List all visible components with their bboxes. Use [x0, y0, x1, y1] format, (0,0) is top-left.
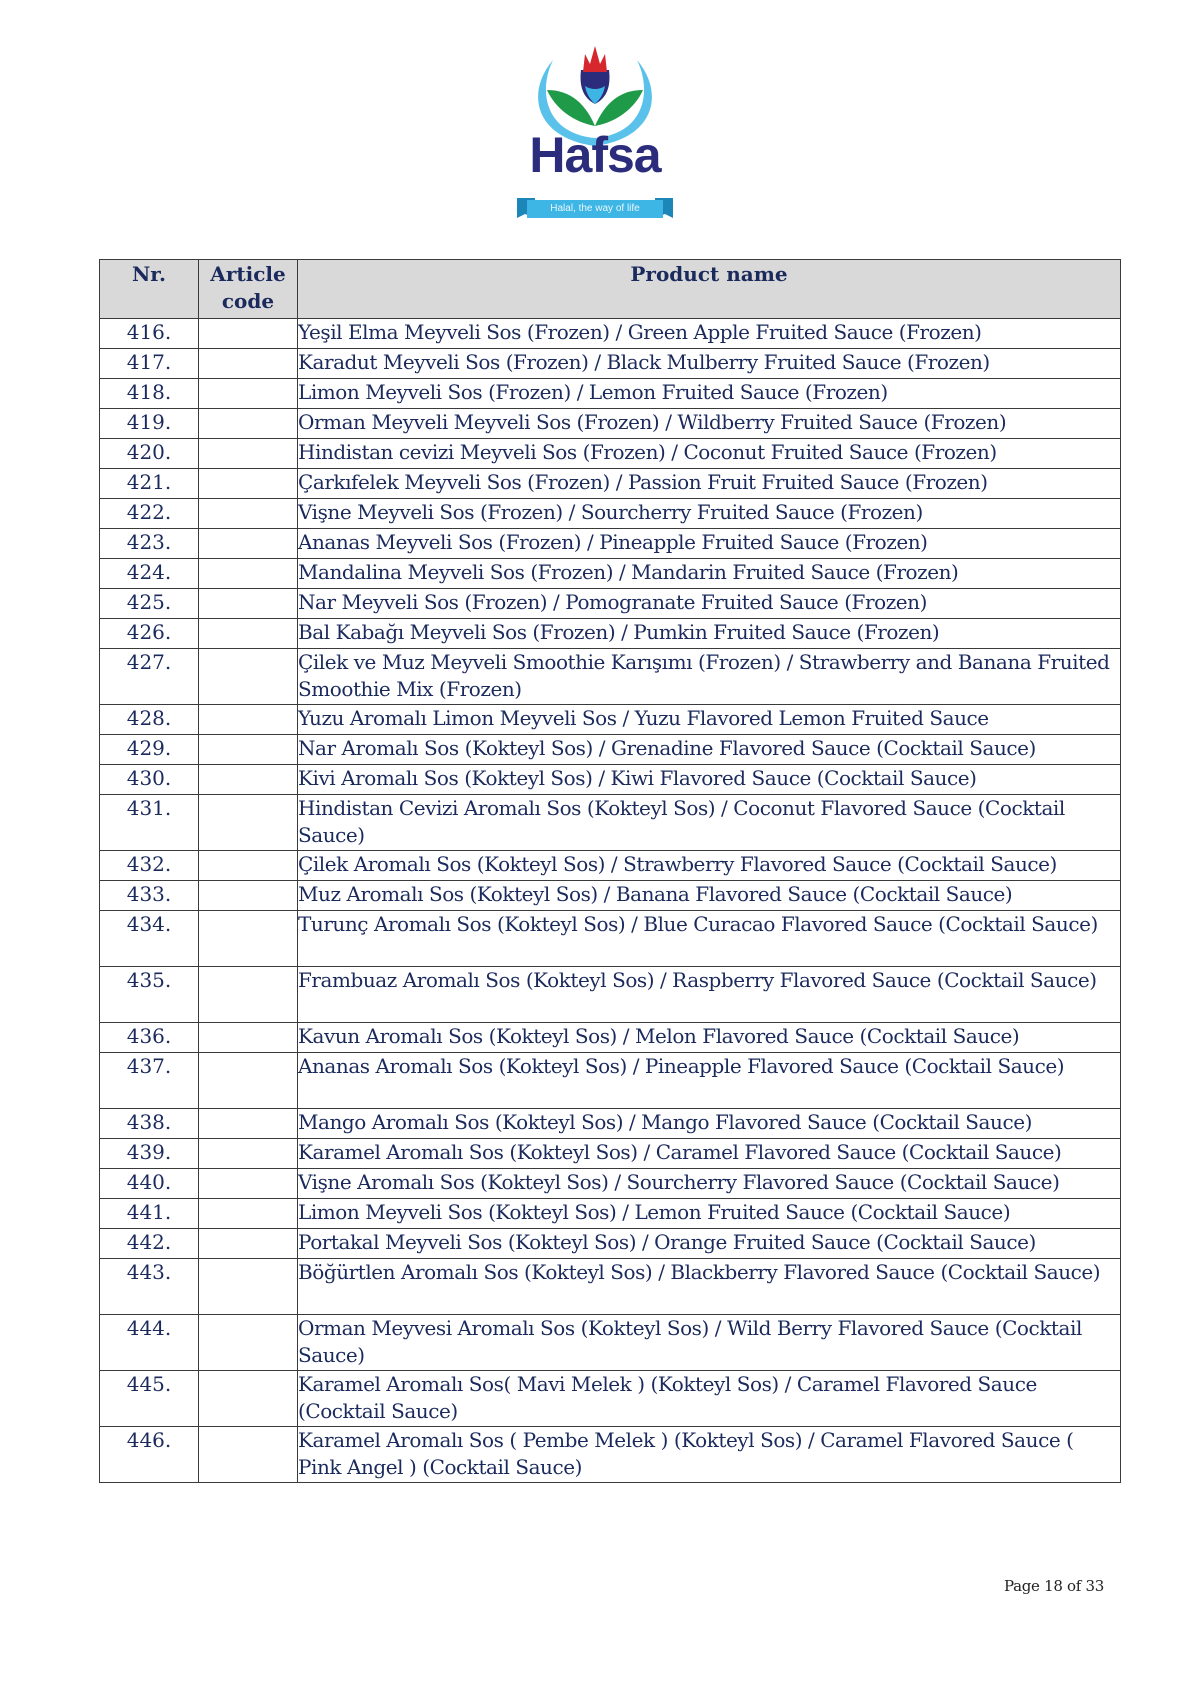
row-number: 428.: [100, 705, 199, 735]
row-number: 446.: [100, 1427, 199, 1483]
row-number: 425.: [100, 589, 199, 619]
product-name-cell: Karadut Meyveli Sos (Frozen) / Black Mulberry Fruited Sauce (Frozen): [298, 349, 1121, 379]
article-code-cell: [199, 349, 298, 379]
table-row: [100, 1371, 1121, 1427]
article-code-cell: [199, 1139, 298, 1169]
table-row: [100, 1427, 1121, 1483]
article-code-cell: [199, 967, 298, 1023]
product-name-cell: Ananas Aromalı Sos (Kokteyl Sos) / Pineapple Flavored Sauce (Cocktail Sauce): [298, 1053, 1121, 1109]
row-number: 424.: [100, 559, 199, 589]
article-code-cell: [199, 1199, 298, 1229]
row-number: 444.: [100, 1315, 199, 1371]
article-code-cell: [199, 379, 298, 409]
table-row: [100, 1315, 1121, 1371]
article-code-cell: [199, 1371, 298, 1427]
article-code-cell: [199, 1229, 298, 1259]
table-row: [100, 1023, 1121, 1053]
row-number: 432.: [100, 851, 199, 881]
row-number: 442.: [100, 1229, 199, 1259]
article-code-cell: [199, 439, 298, 469]
table-row: [100, 439, 1121, 469]
product-name-cell: Çilek Aromalı Sos (Kokteyl Sos) / Strawberry Flavored Sauce (Cocktail Sauce): [298, 851, 1121, 881]
table-row: [100, 469, 1121, 499]
article-code-cell: [199, 1259, 298, 1315]
table-body: [100, 319, 1121, 1483]
table-row: [100, 735, 1121, 765]
table-row: [100, 1199, 1121, 1229]
table-row: [100, 765, 1121, 795]
table-row: [100, 851, 1121, 881]
table-row: [100, 349, 1121, 379]
product-name-cell: Limon Meyveli Sos (Frozen) / Lemon Fruited Sauce (Frozen): [298, 379, 1121, 409]
product-name-cell: Mango Aromalı Sos (Kokteyl Sos) / Mango Flavored Sauce (Cocktail Sauce): [298, 1109, 1121, 1139]
article-code-cell: [199, 1169, 298, 1199]
product-name-cell: Hindistan cevizi Meyveli Sos (Frozen) / Coconut Fruited Sauce (Frozen): [298, 439, 1121, 469]
row-number: 419.: [100, 409, 199, 439]
article-code-cell: [199, 851, 298, 881]
product-name-cell: Ananas Meyveli Sos (Frozen) / Pineapple Fruited Sauce (Frozen): [298, 529, 1121, 559]
row-number: 441.: [100, 1199, 199, 1229]
product-name-cell: Kivi Aromalı Sos (Kokteyl Sos) / Kiwi Flavored Sauce (Cocktail Sauce): [298, 765, 1121, 795]
article-code-cell: [199, 529, 298, 559]
article-code-cell: [199, 649, 298, 705]
row-number: 418.: [100, 379, 199, 409]
product-name-cell: Nar Aromalı Sos (Kokteyl Sos) / Grenadine Flavored Sauce (Cocktail Sauce): [298, 735, 1121, 765]
product-name-cell: Böğürtlen Aromalı Sos (Kokteyl Sos) / Blackberry Flavored Sauce (Cocktail Sauce): [298, 1259, 1121, 1315]
table-row: [100, 619, 1121, 649]
brand-name: Hafsa: [529, 127, 661, 183]
article-code-cell: [199, 1109, 298, 1139]
product-name-cell: Karamel Aromalı Sos ( Pembe Melek ) (Kokteyl Sos) / Caramel Flavored Sauce ( Pink Angel ) (Cocktail Sauce): [298, 1427, 1121, 1483]
table-row: [100, 589, 1121, 619]
table-row: [100, 499, 1121, 529]
product-name-cell: Hindistan Cevizi Aromalı Sos (Kokteyl Sos) / Coconut Flavored Sauce (Cocktail Sauce): [298, 795, 1121, 851]
table-row: [100, 379, 1121, 409]
table-row: [100, 319, 1121, 349]
product-name-cell: Yeşil Elma Meyveli Sos (Frozen) / Green Apple Fruited Sauce (Frozen): [298, 319, 1121, 349]
article-code-cell: [199, 499, 298, 529]
article-code-cell: [199, 795, 298, 851]
row-number: 443.: [100, 1259, 199, 1315]
row-number: 431.: [100, 795, 199, 851]
product-name-cell: Kavun Aromalı Sos (Kokteyl Sos) / Melon Flavored Sauce (Cocktail Sauce): [298, 1023, 1121, 1053]
product-name-cell: Çarkıfelek Meyveli Sos (Frozen) / Passion Fruit Fruited Sauce (Frozen): [298, 469, 1121, 499]
product-name-cell: Bal Kabağı Meyveli Sos (Frozen) / Pumkin Fruited Sauce (Frozen): [298, 619, 1121, 649]
row-number: 417.: [100, 349, 199, 379]
table-row: [100, 1109, 1121, 1139]
article-code-cell: [199, 1315, 298, 1371]
header-nr: Nr.: [100, 260, 199, 319]
product-name-cell: Turunç Aromalı Sos (Kokteyl Sos) / Blue Curacao Flavored Sauce (Cocktail Sauce): [298, 911, 1121, 967]
product-name-cell: Karamel Aromalı Sos( Mavi Melek ) (Kokteyl Sos) / Caramel Flavored Sauce (Cocktail Sauce): [298, 1371, 1121, 1427]
row-number: 426.: [100, 619, 199, 649]
article-code-cell: [199, 735, 298, 765]
row-number: 427.: [100, 649, 199, 705]
row-number: 433.: [100, 881, 199, 911]
table-row: [100, 967, 1121, 1023]
article-code-cell: [199, 1023, 298, 1053]
table-header-row: [100, 260, 1121, 319]
product-name-cell: Limon Meyveli Sos (Kokteyl Sos) / Lemon Fruited Sauce (Cocktail Sauce): [298, 1199, 1121, 1229]
header-article-code: Article code: [199, 260, 298, 319]
product-name-cell: Orman Meyvesi Aromalı Sos (Kokteyl Sos) / Wild Berry Flavored Sauce (Cocktail Sauce): [298, 1315, 1121, 1371]
product-name-cell: Muz Aromalı Sos (Kokteyl Sos) / Banana Flavored Sauce (Cocktail Sauce): [298, 881, 1121, 911]
table-row: [100, 881, 1121, 911]
article-code-cell: [199, 911, 298, 967]
product-name-cell: Frambuaz Aromalı Sos (Kokteyl Sos) / Raspberry Flavored Sauce (Cocktail Sauce): [298, 967, 1121, 1023]
article-code-cell: [199, 319, 298, 349]
table-row: [100, 911, 1121, 967]
product-name-cell: Nar Meyveli Sos (Frozen) / Pomogranate Fruited Sauce (Frozen): [298, 589, 1121, 619]
table-row: [100, 1259, 1121, 1315]
product-name-cell: Vişne Meyveli Sos (Frozen) / Sourcherry Fruited Sauce (Frozen): [298, 499, 1121, 529]
tulip-petals: [583, 46, 607, 72]
article-code-cell: [199, 619, 298, 649]
product-name-cell: Karamel Aromalı Sos (Kokteyl Sos) / Caramel Flavored Sauce (Cocktail Sauce): [298, 1139, 1121, 1169]
row-number: 416.: [100, 319, 199, 349]
row-number: 421.: [100, 469, 199, 499]
article-code-cell: [199, 409, 298, 439]
table-row: [100, 1139, 1121, 1169]
hafsa-logo: [495, 38, 695, 230]
article-code-cell: [199, 559, 298, 589]
article-code-cell: [199, 705, 298, 735]
article-code-cell: [199, 765, 298, 795]
row-number: 438.: [100, 1109, 199, 1139]
row-number: 429.: [100, 735, 199, 765]
row-number: 440.: [100, 1169, 199, 1199]
row-number: 430.: [100, 765, 199, 795]
article-code-cell: [199, 881, 298, 911]
product-name-cell: Mandalina Meyveli Sos (Frozen) / Mandarin Fruited Sauce (Frozen): [298, 559, 1121, 589]
product-name-cell: Orman Meyveli Meyveli Sos (Frozen) / Wildberry Fruited Sauce (Frozen): [298, 409, 1121, 439]
brand-tagline: Halal, the way of life: [550, 203, 640, 214]
product-name-cell: Vişne Aromalı Sos (Kokteyl Sos) / Sourcherry Flavored Sauce (Cocktail Sauce): [298, 1169, 1121, 1199]
article-code-cell: [199, 469, 298, 499]
table-row: [100, 1053, 1121, 1109]
article-code-cell: [199, 589, 298, 619]
row-number: 422.: [100, 499, 199, 529]
row-number: 445.: [100, 1371, 199, 1427]
table-row: [100, 529, 1121, 559]
header-product-name: Product name: [298, 260, 1121, 319]
table-row: [100, 1169, 1121, 1199]
table-row: [100, 705, 1121, 735]
table-row: [100, 795, 1121, 851]
row-number: 436.: [100, 1023, 199, 1053]
row-number: 437.: [100, 1053, 199, 1109]
table-row: [100, 649, 1121, 705]
row-number: 434.: [100, 911, 199, 967]
row-number: 435.: [100, 967, 199, 1023]
row-number: 423.: [100, 529, 199, 559]
product-name-cell: Portakal Meyveli Sos (Kokteyl Sos) / Orange Fruited Sauce (Cocktail Sauce): [298, 1229, 1121, 1259]
article-code-cell: [199, 1427, 298, 1483]
product-name-cell: Yuzu Aromalı Limon Meyveli Sos / Yuzu Flavored Lemon Fruited Sauce: [298, 705, 1121, 735]
table-row: [100, 409, 1121, 439]
page-number: Page 18 of 33: [1003, 1577, 1104, 1595]
article-code-cell: [199, 1053, 298, 1109]
table-row: [100, 559, 1121, 589]
product-name-cell: Çilek ve Muz Meyveli Smoothie Karışımı (Frozen) / Strawberry and Banana Fruited Smoothie Mix (Frozen): [298, 649, 1121, 705]
product-table: [99, 259, 1121, 1483]
row-number: 439.: [100, 1139, 199, 1169]
table-row: [100, 1229, 1121, 1259]
row-number: 420.: [100, 439, 199, 469]
